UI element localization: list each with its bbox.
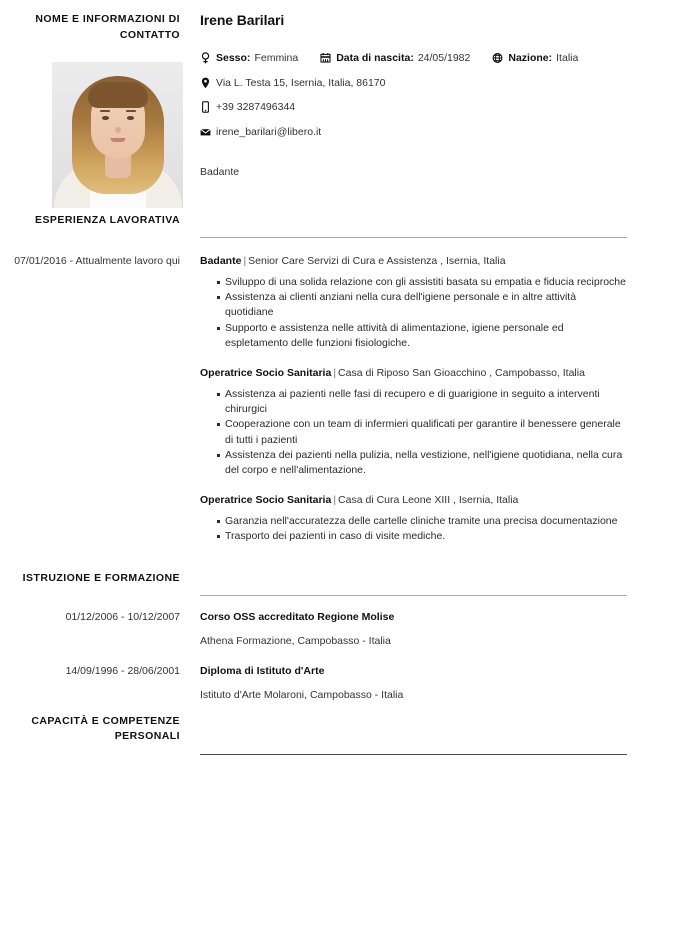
map-pin-icon — [200, 77, 211, 89]
experience-entry-role: Operatrice Socio Sanitaria — [200, 494, 332, 507]
experience-entry-bullets — [200, 275, 627, 351]
photo-brow-left — [100, 110, 110, 112]
experience-entry-bullets — [200, 514, 627, 544]
preferred-job-content — [200, 165, 627, 180]
skills-rule-wrap — [200, 714, 627, 755]
experience-entry-title — [200, 366, 627, 381]
experience-entry — [0, 493, 680, 544]
contact-nation — [492, 52, 578, 65]
experience-entry-bullets — [200, 387, 627, 478]
education-entry — [0, 664, 680, 703]
experience-entry-company: Casa di Riposo San Gioacchino , Campobasso, Italia — [338, 367, 585, 380]
envelope-icon — [200, 126, 211, 138]
contact-phone-value[interactable]: +39 3287496344 — [216, 101, 296, 113]
calendar-icon — [320, 52, 331, 64]
skills-section-header — [0, 714, 680, 755]
experience-divider — [200, 237, 627, 238]
experience-entry — [0, 254, 680, 351]
education-rule-wrap — [200, 571, 627, 596]
contact-row-email — [200, 126, 627, 139]
list-item: Sviluppo di una solida relazione con gli assistiti basata su empatia e fiducia reciproche — [218, 275, 627, 290]
education-section-header — [0, 571, 680, 596]
experience-entry — [0, 366, 680, 478]
list-item: Cooperazione con un team di infermieri qualificati per garantire il benessere generale di tutti i pazienti — [218, 417, 627, 447]
title-separator: | — [333, 494, 337, 507]
experience-label: ESPERIENZA LAVORATIVA — [35, 214, 180, 226]
skills-label: CAPACITÀ E COMPETENZE PERSONALI — [31, 714, 180, 743]
list-item: Assistenza ai pazienti nelle fasi di recupero e di guarigione in seguito a interventi chirurgici — [218, 387, 627, 417]
education-entry-degree: Diploma di Istituto d'Arte — [200, 664, 325, 677]
experience-entry-dates: 07/01/2016 - Attualmente lavoro qui — [14, 255, 180, 267]
experience-entry-title — [200, 254, 627, 269]
title-separator: | — [243, 255, 247, 267]
contact-address-value: Via L. Testa 15, Isernia, Italia, 86170 — [216, 76, 386, 89]
list-item: Assistenza dei pazienti nella pulizia, nella vestizione, nell'igiene quotidiana, nella cura del corpo e nell'alimentazione. — [218, 448, 627, 478]
header-content — [200, 12, 627, 139]
contact-birthdate-value: 24/05/1982 — [417, 52, 471, 64]
avatar — [52, 62, 183, 208]
photo-eye-left — [102, 116, 109, 120]
contact-birthdate — [320, 52, 470, 65]
contact-sesso-value: Femmina — [254, 52, 299, 64]
education-entry-body — [200, 664, 627, 703]
skills-divider — [200, 754, 627, 755]
contact-nation-value: Italia — [556, 52, 579, 64]
phone-icon — [200, 101, 211, 113]
education-entry-institution: Athena Formazione, Campobasso - Italia — [200, 634, 391, 647]
experience-entry-body — [200, 254, 627, 351]
contact-block — [200, 52, 627, 139]
experience-entry-body — [200, 366, 627, 478]
photo-brow-right — [126, 110, 136, 112]
contact-row-phone — [200, 101, 627, 114]
education-entry-degree: Corso OSS accreditato Regione Molise — [200, 610, 395, 623]
header-section-label: NOME E INFORMAZIONI DI CONTATTO — [35, 13, 180, 41]
experience-entry-role: Operatrice Socio Sanitaria — [200, 367, 332, 380]
preferred-job-value: Badante — [200, 165, 240, 178]
contact-address — [200, 77, 385, 90]
education-entry — [0, 610, 680, 649]
list-item: Garanzia nell'accuratezza delle cartelle cliniche tramite una precisa documentazione — [218, 514, 627, 529]
contact-row-personal — [200, 52, 627, 65]
contact-email — [200, 126, 321, 139]
photo-eye-right — [127, 116, 134, 120]
list-item: Supporto e assistenza nelle attività di alimentazione, igiene personale ed espletamento delle funzioni fisiologiche. — [218, 321, 627, 351]
experience-rule-wrap — [200, 213, 627, 238]
contact-birthdate-key: Data di nascita: — [336, 52, 414, 64]
education-entry-body — [200, 610, 627, 649]
education-entry-dates: 01/12/2006 - 10/12/2007 — [65, 610, 180, 623]
female-icon — [200, 52, 211, 64]
contact-nation-key: Nazione: — [508, 52, 553, 64]
experience-entry-company: Senior Care Servizi di Cura e Assistenza , Isernia, Italia — [248, 255, 506, 267]
education-entry-institution: Istituto d'Arte Molaroni, Campobasso - Italia — [200, 688, 404, 701]
contact-sesso-key: Sesso: — [216, 52, 251, 64]
title-separator: | — [333, 367, 337, 380]
globe-icon — [492, 52, 503, 64]
photo-fringe — [88, 82, 148, 108]
photo-nose — [115, 127, 121, 133]
list-item: Trasporto dei pazienti in caso di visite mediche. — [218, 529, 627, 544]
education-label: ISTRUZIONE E FORMAZIONE — [22, 571, 180, 584]
education-divider — [200, 595, 627, 596]
photo-mouth — [110, 138, 125, 142]
contact-row-address — [200, 77, 627, 90]
experience-section-header — [0, 213, 680, 238]
experience-entry-role: Badante — [200, 255, 242, 267]
list-item: Assistenza ai clienti anziani nella cura dell'igiene personale e in altre attività quotidiane — [218, 290, 627, 320]
page-title: Irene Barilari — [200, 12, 285, 28]
contact-phone — [200, 101, 295, 114]
experience-entry-body — [200, 493, 627, 544]
experience-entry-company: Casa di Cura Leone XIII , Isernia, Italia — [338, 494, 519, 507]
contact-sesso — [200, 52, 298, 65]
contact-email-value[interactable]: irene_barilari@libero.it — [216, 125, 322, 138]
experience-entry-title — [200, 493, 627, 508]
education-entry-dates: 14/09/1996 - 28/06/2001 — [65, 664, 180, 677]
